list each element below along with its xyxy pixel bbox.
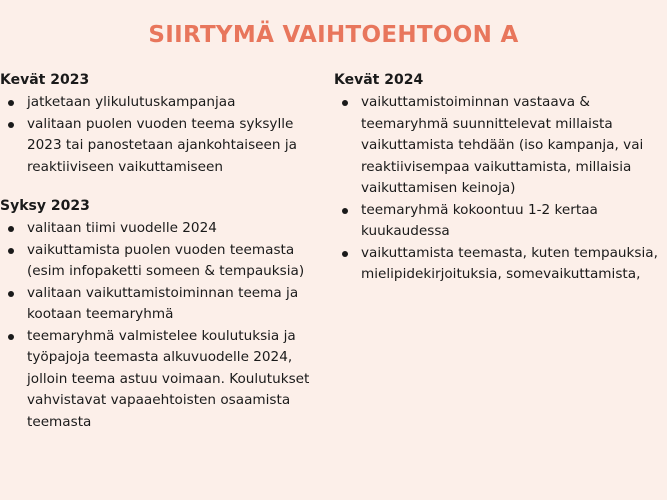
bullet-icon [8,291,14,297]
bullet-icon [8,248,14,254]
bullet-icon [8,122,14,128]
bullet-list [0,92,322,178]
list-item-text: valitaan tiimi vuodelle 2024 [27,220,217,236]
bullet-icon [8,100,14,106]
section-heading: Syksy 2023 [0,198,90,214]
list-item [334,92,664,200]
bullet-list [334,92,664,286]
list-item-text: valitaan vaikuttamistoiminnan teema ja kootaan teemaryhmä [27,284,299,322]
right-column [334,70,664,304]
bullet-list [0,218,322,433]
list-item-text: vaikuttamista puolen vuoden teemasta (esim infopaketti someen & tempauksia) [27,241,305,279]
list-item-text: teemaryhmä kokoontuu 1-2 kertaa kuukaudessa [361,201,598,239]
bullet-icon [342,208,348,214]
list-item-text: teemaryhmä valmistelee koulutuksia ja työpajoja teemasta alkuvuodelle 2024, jolloin teema astuu voimaan. Koulutukset vahvistavat vapaaehtoisten osaamista teemasta [27,327,310,430]
list-item [0,218,322,240]
list-item-text: jatketaan ylikulutuskampanjaa [27,94,236,110]
list-item [0,114,322,179]
section-kevat-2024 [334,70,664,286]
bullet-icon [342,100,348,106]
bullet-icon [8,226,14,232]
section-heading: Kevät 2023 [0,72,90,88]
bullet-icon [342,251,348,257]
list-item-text: valitaan puolen vuoden teema syksylle 2023 tai panostetaan ajankohtaiseen ja reaktiiviseen vaikuttamiseen [27,115,297,175]
list-item [334,243,664,286]
list-item [334,200,664,243]
page-title: SIIRTYMÄ VAIHTOEHTOON A [148,22,519,48]
section-kevat-2023 [0,70,322,178]
list-item-text: vaikuttamista teemasta, kuten tempauksia, mielipidekirjoituksia, somevaikuttamista, [361,244,658,282]
list-item [0,326,322,434]
list-item [0,283,322,326]
section-syksy-2023 [0,196,322,433]
list-item [0,240,322,283]
section-heading: Kevät 2024 [334,72,424,88]
list-item [0,92,322,114]
left-column [0,70,322,451]
bullet-icon [8,334,14,340]
list-item-text: vaikuttamistoiminnan vastaava & teemaryhmä suunnittelevat millaista vaikuttamista tehdään (iso kampanja, vai reaktiivisempaa vaikuttamista, millaisia vaikuttamisen keinoja) [361,94,644,196]
